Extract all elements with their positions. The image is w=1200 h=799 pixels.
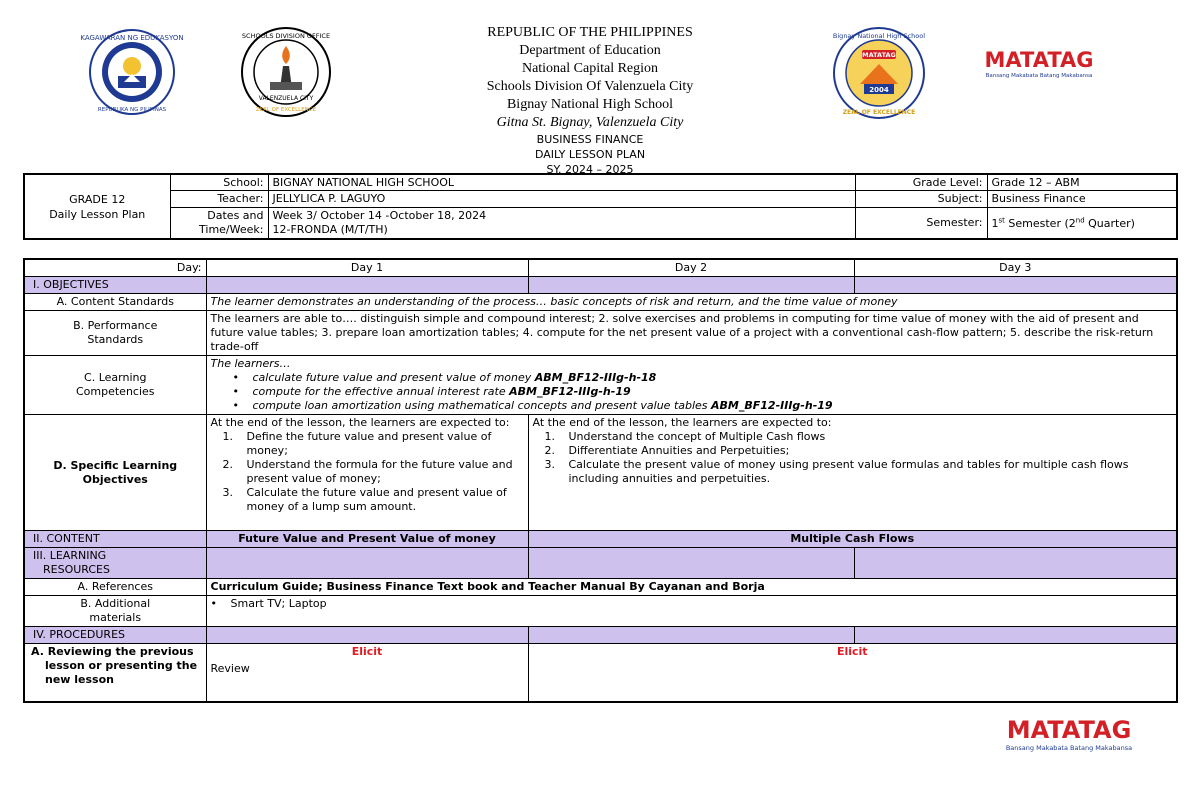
list-item: 2. Differentiate Annuities and Perpetuities; bbox=[544, 444, 790, 457]
performance-standards-row bbox=[24, 311, 1177, 356]
dates-label: Dates and Time/Week: bbox=[170, 207, 268, 239]
learning-competencies-cell: The learners… • calculate future value and present value of money ABM_BF12-IIIg-h-18 • compute for the effective annual interest rate ABM_BF12-IIIg-h-19 • compute loan amortization using mathematical concepts and present value tables ABM_BF12-IIIg-h-19 bbox=[206, 356, 1177, 415]
grade-cell: GRADE 12 Daily Lesson Plan bbox=[24, 174, 170, 239]
header-line-region: National Capital Region bbox=[521, 61, 659, 76]
dates-value: Week 3/ October 14 -October 18, 2024 12-FRONDA (M/T/TH) bbox=[268, 207, 855, 239]
subject-label: Subject: bbox=[855, 191, 987, 208]
list-item: • compute loan amortization using mathematical concepts and present value tables ABM_BF12-IIIg-h-19 bbox=[233, 399, 1173, 413]
content-standards-row bbox=[24, 294, 1177, 311]
content-standards-label: A. Content Standards bbox=[24, 294, 206, 311]
header-line-deped: Department of Education bbox=[519, 43, 661, 58]
specific-objectives-label: D. Specific Learning Objectives bbox=[24, 415, 206, 531]
learning-competencies-label: C. Learning Competencies bbox=[24, 356, 206, 415]
header-doc-type: DAILY LESSON PLAN bbox=[534, 148, 646, 161]
subject-value: Business Finance bbox=[987, 191, 1177, 208]
specific-objectives-row bbox=[24, 415, 1177, 531]
content-day1: Future Value and Present Value of money bbox=[206, 531, 528, 548]
list-item: 2. Understand the formula for the future value and present value of money; bbox=[222, 458, 513, 485]
review-text-day1: Review bbox=[210, 662, 250, 675]
lesson-info-table bbox=[23, 173, 1178, 240]
performance-standards-label: B. Performance Standards bbox=[24, 311, 206, 356]
header-line-republic: REPUBLIC OF THE PHILIPPINES bbox=[487, 25, 693, 40]
grade-level-label: Grade Level: bbox=[855, 174, 987, 191]
list-item: 3. Calculate the future value and present value of money of a lump sum amount. bbox=[222, 486, 507, 513]
procedures-row bbox=[24, 627, 1177, 644]
deped-seal-text: KAGAWARAN NG EDUKASYON bbox=[80, 34, 184, 42]
svg-text:2004: 2004 bbox=[869, 86, 889, 94]
specific-objectives-day2: At the end of the lesson, the learners are expected to: 1. Understand the concept of Multiple Cash flows 2. Differentiate Annuities and Perpetuities; 3. Calculate the present value of money using present value formulas and tables for multiple cash flows including annuities and perpetuities. bbox=[528, 415, 1177, 531]
elicit-label-day2: Elicit bbox=[836, 645, 868, 658]
deped-seal-logo bbox=[80, 28, 184, 116]
list-item: 1. Define the future value and present value of money; bbox=[222, 430, 492, 457]
list-item: • Smart TV; Laptop bbox=[211, 597, 1173, 611]
day-3-header: Day 3 bbox=[854, 259, 1177, 277]
review-label: A. Reviewing the previous lesson or presenting the new lesson bbox=[24, 644, 206, 702]
day-2-header: Day 2 bbox=[528, 259, 854, 277]
document-header bbox=[380, 24, 800, 177]
teacher-label: Teacher: bbox=[170, 191, 268, 208]
grade-level-value: Grade 12 – ABM bbox=[987, 174, 1177, 191]
matatag-logo-top: MATATAG Bansang Makabata Batang Makabansa bbox=[984, 48, 1094, 79]
semester-value: 1st Semester (2nd Quarter) bbox=[987, 207, 1177, 239]
svg-text:Bignay National High School: Bignay National High School bbox=[832, 32, 926, 40]
references-label: A. References bbox=[24, 579, 206, 596]
header-line-division: Schools Division Of Valenzuela City bbox=[486, 79, 694, 94]
references-text: Curriculum Guide; Business Finance Text book and Teacher Manual By Cayanan and Borja bbox=[206, 579, 1177, 596]
list-item: • calculate future value and present value of money ABM_BF12-IIIg-h-18 bbox=[233, 371, 1173, 385]
header-subject: BUSINESS FINANCE bbox=[536, 133, 644, 146]
header-school-year: SY. 2024 – 2025 bbox=[546, 163, 634, 176]
objectives-row bbox=[24, 277, 1177, 294]
sdo-valenzuela-logo bbox=[240, 26, 332, 118]
review-day2 bbox=[528, 644, 1177, 702]
list-item: • compute for the effective annual interest rate ABM_BF12-IIIg-h-19 bbox=[233, 385, 1173, 399]
learning-resources-row bbox=[24, 548, 1177, 579]
lesson-plan-table bbox=[23, 258, 1178, 703]
competencies-list bbox=[211, 371, 1173, 413]
content-standards-text: The learner demonstrates an understanding of the process… basic concepts of risk and return, and the time value of money bbox=[206, 294, 1177, 311]
svg-text:MATATAG: MATATAG bbox=[862, 51, 896, 59]
header-line-school: Bignay National High School bbox=[506, 97, 674, 112]
school-label: School: bbox=[170, 174, 268, 191]
elicit-label-day1: Elicit bbox=[351, 645, 383, 658]
additional-materials-label: B. Additional materials bbox=[24, 596, 206, 627]
svg-text:SCHOOLS DIVISION OFFICE: SCHOOLS DIVISION OFFICE bbox=[241, 32, 331, 40]
content-row bbox=[24, 531, 1177, 548]
learning-competencies-row bbox=[24, 356, 1177, 415]
specific-objectives-day1: At the end of the lesson, the learners are expected to: 1. Define the future value and present value of money; 2. Understand the formula for the future value and present value of money; 3. Calculate the future value and present value of money of a lump sum amount. bbox=[206, 415, 528, 531]
bignay-nhs-logo bbox=[832, 26, 926, 120]
performance-standards-text: The learners are able to…. distinguish simple and compound interest; 2. solve exercises and problems in computing for time value of money with the aid of present and future value tables; 3. prepare loan amortization tables; 4. compute for the net present value of a project with a conventional cash-flow pattern; 5. describe the risk-return trade-off bbox=[206, 311, 1177, 356]
learning-resources-label: III. LEARNING RESOURCES bbox=[24, 548, 206, 579]
svg-text:ZEAL OF EXCELLENCE: ZEAL OF EXCELLENCE bbox=[842, 109, 916, 116]
svg-text:VALENZUELA CITY: VALENZUELA CITY bbox=[258, 95, 314, 102]
additional-materials-row bbox=[24, 596, 1177, 627]
content-day2: Multiple Cash Flows bbox=[528, 531, 1177, 548]
semester-label: Semester: bbox=[855, 207, 987, 239]
list-item: 3. Calculate the present value of money using present value formulas and tables for multiple cash flows including annuities and perpetuities. bbox=[544, 458, 1129, 485]
matatag-logo-bottom: MATATAG Bansang Makabata Batang Makabansa bbox=[1005, 716, 1133, 752]
day-label: Day: bbox=[24, 259, 206, 277]
references-row bbox=[24, 579, 1177, 596]
procedures-label: IV. PROCEDURES bbox=[24, 627, 206, 644]
header-address: Gitna St. Bignay, Valenzuela City bbox=[496, 115, 684, 130]
day-header-row bbox=[24, 259, 1177, 277]
objectives-label: I. OBJECTIVES bbox=[24, 277, 206, 294]
review-day1 bbox=[206, 644, 528, 702]
svg-text:REPUBLIKA NG PILIPINAS: REPUBLIKA NG PILIPINAS bbox=[97, 107, 167, 113]
additional-materials-cell bbox=[206, 596, 1177, 627]
day-1-header: Day 1 bbox=[206, 259, 528, 277]
content-label: II. CONTENT bbox=[24, 531, 206, 548]
list-item: 1. Understand the concept of Multiple Cash flows bbox=[544, 430, 826, 443]
svg-text:ZEAL OF EXCELLENCE: ZEAL OF EXCELLENCE bbox=[255, 107, 317, 113]
school-value: BIGNAY NATIONAL HIGH SCHOOL bbox=[268, 174, 855, 191]
teacher-value: JELLYLICA P. LAGUYO bbox=[268, 191, 855, 208]
review-row bbox=[24, 644, 1177, 702]
